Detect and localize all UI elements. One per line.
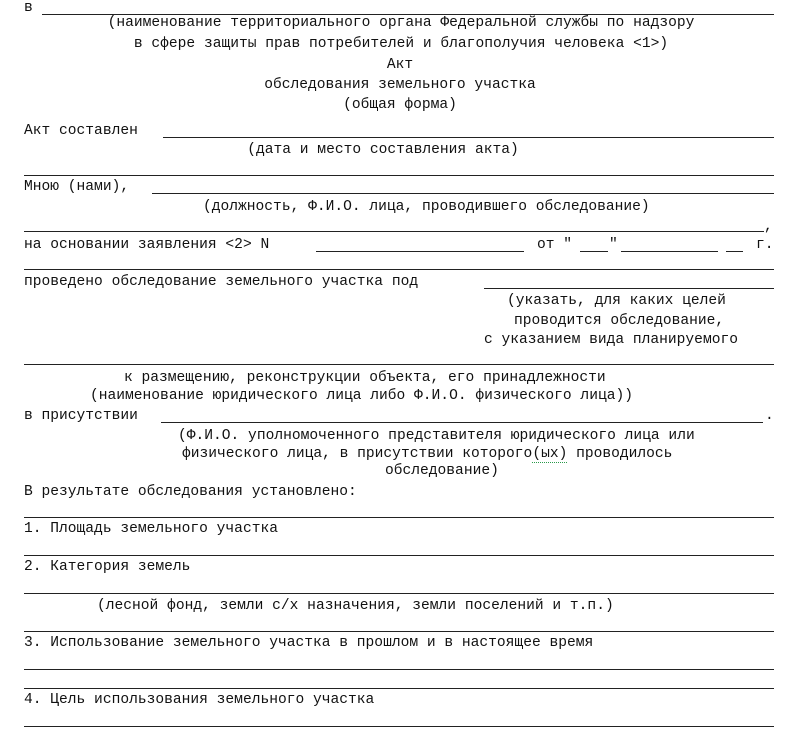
item-category-label: 2. Категория земель: [24, 559, 191, 575]
by-whom-field-line[interactable]: [152, 193, 774, 194]
composed-field-line-2[interactable]: [24, 175, 774, 176]
by-whom-label: Мною (нами),: [24, 179, 130, 195]
composed-label: Акт составлен: [24, 123, 138, 139]
inspection-hint-5: (наименование юридического лица либо Ф.И.О. физического лица)): [90, 388, 633, 404]
composed-field-line[interactable]: [163, 137, 774, 138]
authority-note-2: в сфере защиты прав потребителей и благополучия человека <1>): [133, 36, 669, 52]
application-day-field[interactable]: [580, 251, 608, 252]
header-prefix: в: [24, 0, 33, 16]
title-act: Акт: [386, 57, 414, 73]
presence-hint-3: обследование): [385, 463, 499, 479]
by-whom-hint: (должность, Ф.И.О. лица, проводившего обследование): [203, 199, 650, 215]
presence-label: в присутствии: [24, 408, 138, 424]
inspection-field-line-2[interactable]: [24, 364, 774, 365]
application-month-field[interactable]: [621, 251, 718, 252]
inspection-hint-4: к размещению, реконструкции объекта, его принадлежности: [124, 370, 606, 386]
inspection-hint-2: проводится обследование,: [514, 313, 725, 329]
item-usage-field-line-2[interactable]: [24, 688, 774, 689]
presence-hint-2: физического лица, в присутствии которого(ых) проводилось: [182, 446, 673, 462]
presence-hint-1: (Ф.И.О. уполномоченного представителя юридического лица или: [178, 428, 695, 444]
inspection-purpose-field[interactable]: [484, 288, 774, 289]
basis-label: на основании заявления <2> N: [24, 237, 270, 253]
item-area-label: 1. Площадь земельного участка: [24, 521, 278, 537]
basis-quote-close: ": [609, 237, 618, 253]
by-whom-field-line-2[interactable]: [24, 231, 764, 232]
item-usage-label: 3. Использование земельного участка в прошлом и в настоящее время: [24, 635, 594, 651]
item-category-field-line-2[interactable]: [24, 631, 774, 632]
result-intro: В результате обследования установлено:: [24, 484, 357, 500]
item-category-hint: (лесной фонд, земли с/х назначения, земли поселений и т.п.): [97, 598, 614, 614]
composed-hint: (дата и место составления акта): [247, 142, 519, 158]
result-field-line[interactable]: [24, 517, 774, 518]
basis-field-line-2[interactable]: [24, 269, 774, 270]
inspection-hint-1: (указать, для каких целей: [507, 293, 726, 309]
application-number-field[interactable]: [316, 251, 524, 252]
item-category-field-line[interactable]: [24, 593, 774, 594]
inspection-label: проведено обследование земельного участка под: [24, 274, 419, 290]
inspection-hint-3: с указанием вида планируемого: [484, 332, 738, 348]
item-purpose-label: 4. Цель использования земельного участка: [24, 692, 375, 708]
authority-note-1: (наименование территориального органа Федеральной службы по надзору: [107, 15, 695, 31]
presence-period: .: [765, 408, 774, 424]
item-usage-field-line[interactable]: [24, 669, 774, 670]
title-form-type: (общая форма): [343, 97, 457, 113]
title-subject: обследования земельного участка: [264, 77, 536, 93]
application-year-field[interactable]: [726, 251, 743, 252]
by-whom-comma: ,: [764, 219, 773, 235]
presence-field-line[interactable]: [161, 422, 763, 423]
item-area-field-line[interactable]: [24, 555, 774, 556]
item-purpose-field-line[interactable]: [24, 726, 774, 727]
basis-from-label: от ": [537, 237, 573, 253]
basis-year-suffix: г.: [756, 237, 774, 253]
